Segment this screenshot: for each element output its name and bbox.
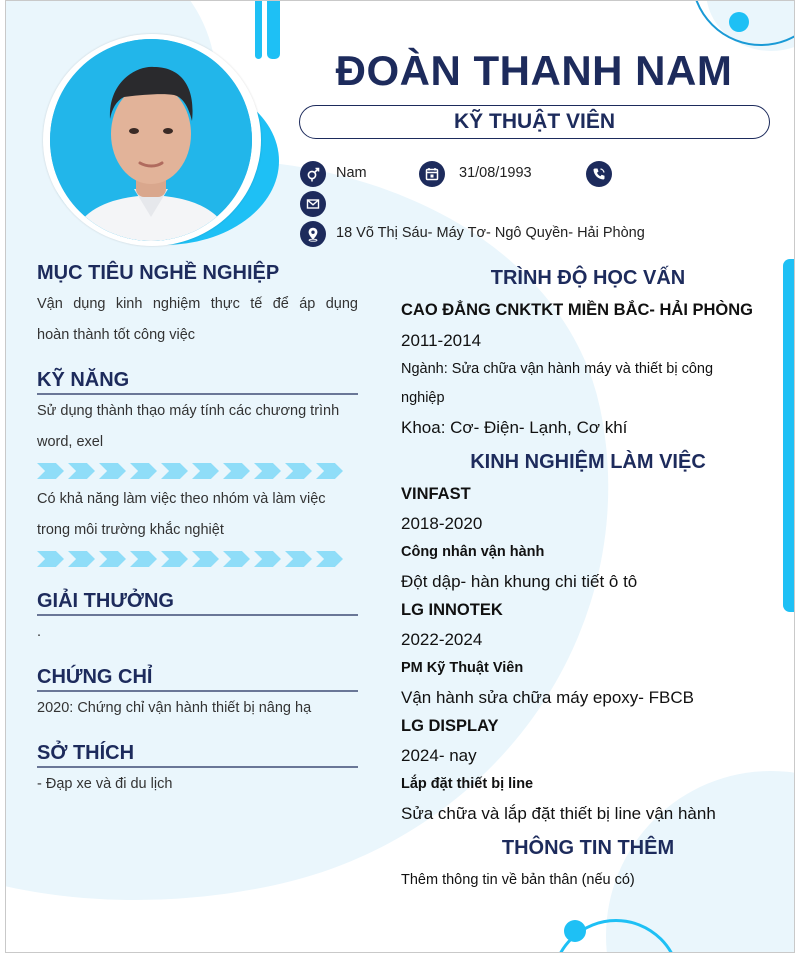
objective-line-2: hoàn thành tốt công việc [37,327,196,343]
skills-heading: KỸ NĂNG [37,369,130,391]
decor-side-bar [783,259,795,612]
rating-chevron [161,463,188,479]
rating-chevron [130,551,157,567]
certificates-text: 2020: Chứng chỉ vận hành thiết bị nâng hạ [37,700,312,716]
job-3-company: LG DISPLAY [401,717,499,735]
job-3-desc: Sửa chữa và lắp đặt thiết bị line vận hành [401,804,716,823]
experience-heading: KINH NGHIỆM LÀM VIỆC [470,451,706,473]
decor-dot-bottom [564,920,586,942]
hobbies-text: - Đạp xe và đi du lịch [37,776,173,792]
address-value: 18 Võ Thị Sáu- Máy Tơ- Ngô Quyền- Hải Phòng [336,225,645,241]
gender-value: Nam [336,165,367,181]
gender-icon [300,161,326,187]
rating-chevron [99,463,126,479]
skills-divider [37,393,358,395]
job-1-role: Công nhân vận hành [401,544,545,560]
rating-chevron [223,551,250,567]
location-icon [300,221,326,247]
email-icon [300,191,326,217]
skill-1-line-1: Sử dụng thành thạo máy tính các chương trình [37,403,340,419]
job-2-desc: Vận hành sửa chữa máy epoxy- FBCB [401,688,695,707]
rating-chevron [192,463,219,479]
rating-chevron [285,463,312,479]
rating-chevron [223,463,250,479]
more-info-text: Thêm thông tin về bản thân (nếu có) [401,872,635,888]
education-heading: TRÌNH ĐỘ HỌC VẤN [490,267,686,289]
rating-chevron [130,463,157,479]
job-3-years: 2024- nay [401,746,477,765]
certificates-divider [37,690,358,692]
awards-text: . [37,624,42,640]
candidate-name: ĐOÀN THANH NAM [335,47,733,94]
job-2-role: PM Kỹ Thuật Viên [401,660,524,676]
rating-chevron [285,551,312,567]
hobbies-heading: SỞ THÍCH [37,742,135,764]
job-1-desc: Đột dập- hàn khung chi tiết ô tô [401,572,638,591]
job-2-years: 2022-2024 [401,630,483,649]
education-school: CAO ĐẲNG CNKTKT MIỀN BẮC- HẢI PHÒNG [401,301,753,319]
job-title: KỸ THUẬT VIÊN [299,105,770,139]
cv-page [5,0,795,953]
profile-photo [50,39,252,241]
awards-divider [37,614,358,616]
awards-heading: GIẢI THƯỞNG [37,590,174,612]
objective-heading: MỤC TIÊU NGHỀ NGHIỆP [37,262,280,284]
decor-bar [267,1,280,59]
hobbies-divider [37,766,358,768]
job-1-company: VINFAST [401,485,471,503]
rating-chevron [316,551,343,567]
rating-chevron [254,551,281,567]
education-major-line-1: Ngành: Sửa chữa vận hành máy và thiết bị công [401,361,714,377]
rating-chevron [68,551,95,567]
rating-chevron [37,551,64,567]
objective-line-1: Vận dụng kinh nghiệm thực tế để áp dụng [37,296,358,312]
certificates-heading: CHỨNG CHỈ [37,666,153,688]
rating-chevron [254,463,281,479]
rating-chevron [161,551,188,567]
job-1-years: 2018-2020 [401,514,483,533]
decor-dot-top-right [729,12,749,32]
skill-2-line-2: trong môi trường khắc nghiệt [37,522,224,538]
education-years: 2011-2014 [401,331,482,350]
decor-bar [255,1,262,59]
skill-1-rating [37,463,357,479]
education-faculty: Khoa: Cơ- Điện- Lạnh, Cơ khí [401,418,628,437]
calendar-icon [419,161,445,187]
skill-1-line-2: word, exel [37,434,104,450]
rating-chevron [192,551,219,567]
job-2-company: LG INNOTEK [401,601,503,619]
job-3-role: Lắp đặt thiết bị line [401,776,534,792]
rating-chevron [316,463,343,479]
rating-chevron [37,463,64,479]
skill-2-rating [37,551,357,567]
birthdate-value: 31/08/1993 [459,165,532,181]
phone-icon [586,161,612,187]
skill-2-line-1: Có khả năng làm việc theo nhóm và làm việc [37,491,326,507]
rating-chevron [68,463,95,479]
more-info-heading: THÔNG TIN THÊM [501,837,675,859]
education-major-line-2: nghiệp [401,390,445,406]
rating-chevron [99,551,126,567]
